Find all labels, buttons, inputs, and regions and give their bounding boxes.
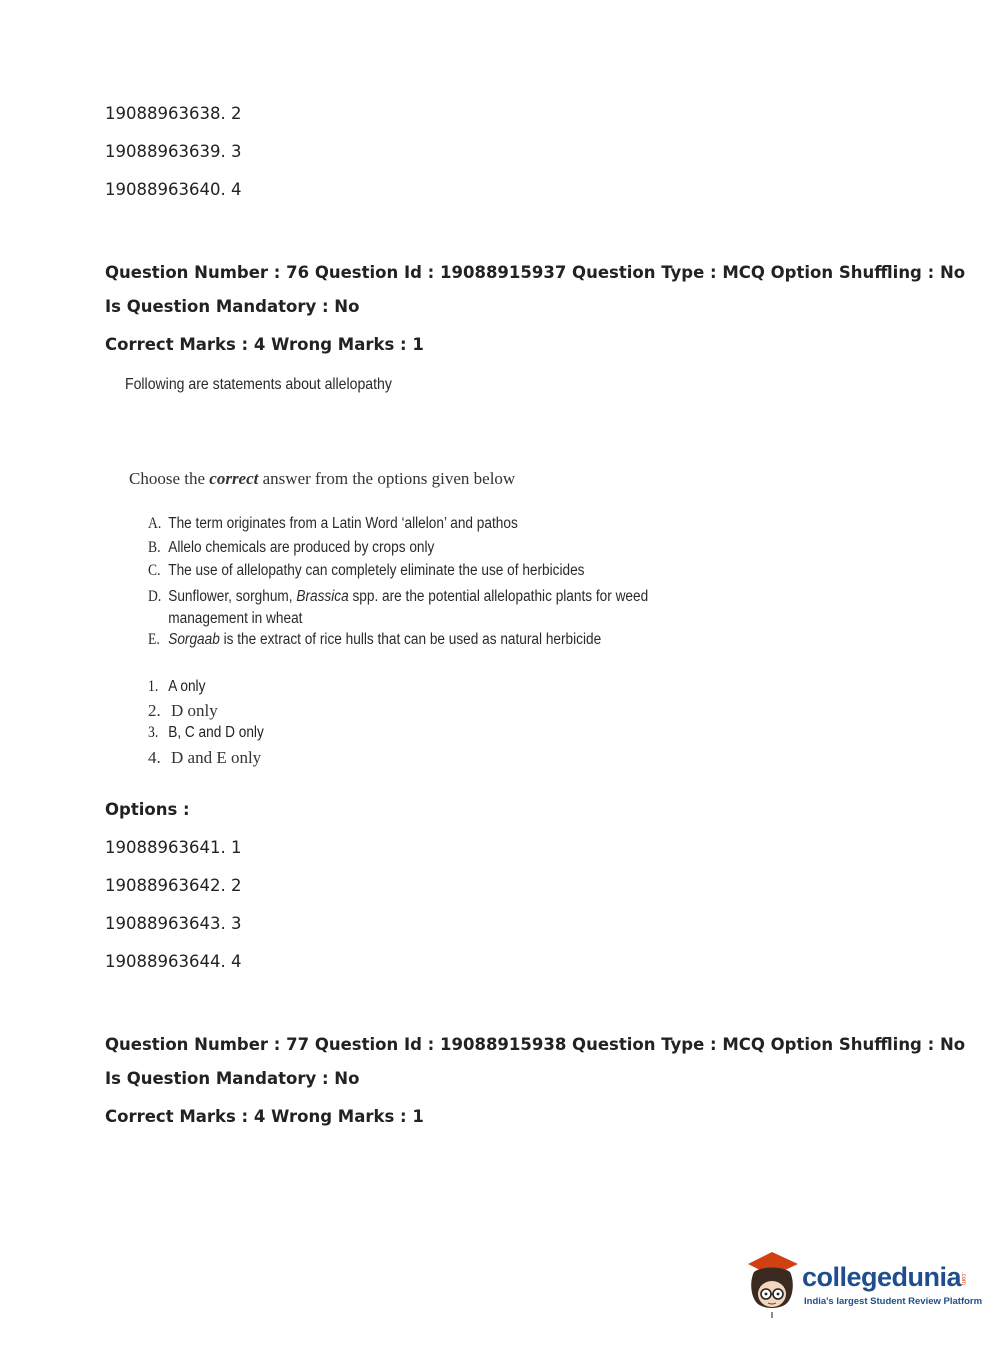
choice-item: 3. B, C and D only [148,724,264,741]
mascot-icon [742,1250,802,1320]
option-line: 19088963641. 1 [105,838,242,857]
brand-name: collegedunia [802,1262,962,1292]
brand-domain: .com [960,1272,966,1286]
question-instruction: Choose the correct answer from the options given below [129,469,516,488]
options-label: Options : [105,800,190,819]
statement-item: A. The term originates from a Latin Word ‘allelon’ and pathos [148,515,518,532]
question-header: Question Number : 76 Question Id : 19088915937 Question Type : MCQ Option Shuffling : No [105,263,966,282]
option-line: 19088963642. 2 [105,876,242,895]
choice-item: 4. D and E only [148,748,262,767]
option-line: 19088963644. 4 [105,952,242,971]
question-marks: Correct Marks : 4 Wrong Marks : 1 [105,1107,424,1126]
option-line: 19088963640. 4 [105,180,242,199]
choice-item: 2. D only [148,701,218,720]
collegedunia-logo [742,1250,983,1320]
statement-item: C. The use of allelopathy can completely eliminate the use of herbicides [148,562,585,579]
question-mandatory: Is Question Mandatory : No [105,297,360,316]
brand-tagline: India's largest Student Review Platform [804,1296,983,1307]
statement-item: D. Sunflower, sorghum, Brassica spp. are the potential allelopathic plants for weed management in wheat [148,588,649,627]
question-mandatory: Is Question Mandatory : No [105,1069,360,1088]
statement-item: B. Allelo chemicals are produced by crops only [148,539,435,556]
question-header: Question Number : 77 Question Id : 19088915938 Question Type : MCQ Option Shuffling : No [105,1035,966,1054]
option-line: 19088963643. 3 [105,914,242,933]
question-marks: Correct Marks : 4 Wrong Marks : 1 [105,335,424,354]
statement-item: E. Sorgaab is the extract of rice hulls that can be used as natural herbicide [148,631,602,648]
question-intro: Following are statements about allelopathy [125,376,392,393]
option-line: 19088963638. 2 [105,104,242,123]
option-line: 19088963639. 3 [105,142,242,161]
choice-item: 1. A only [148,678,206,695]
